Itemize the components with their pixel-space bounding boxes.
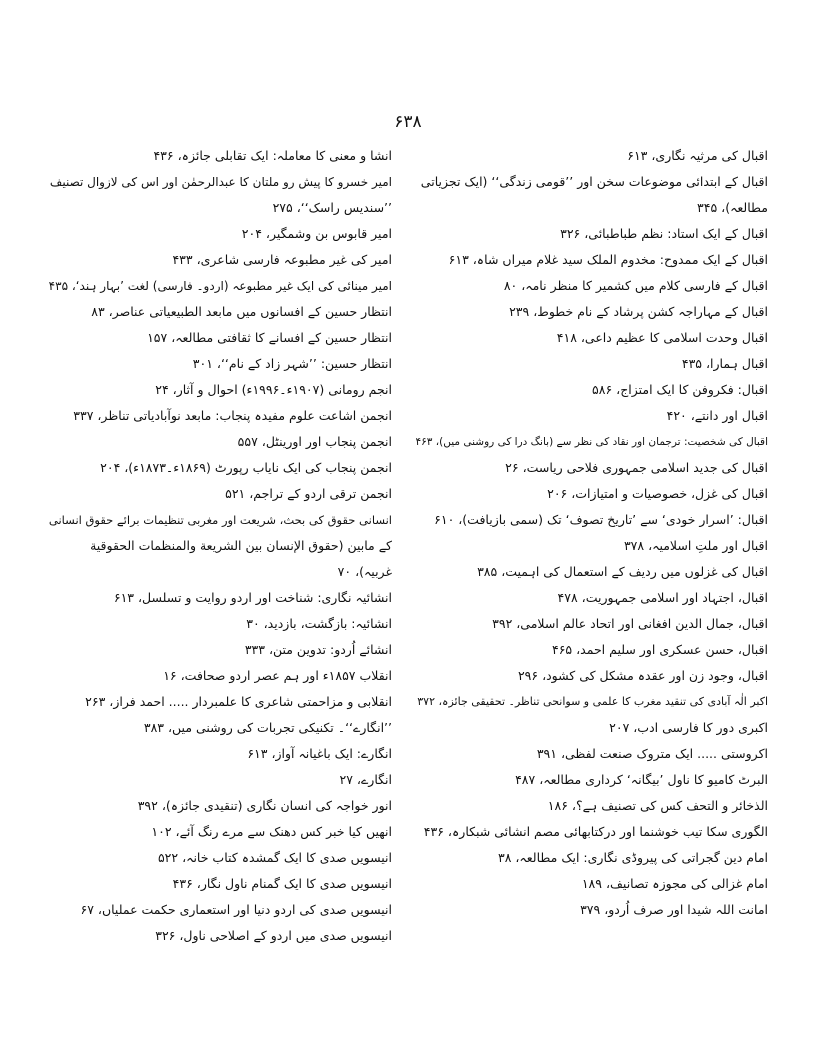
- index-entry: امیر خسرو کا پیش رو ملتان کا عبدالرحمٰن اور اس کی لازوال تصنیف: [49, 175, 392, 189]
- index-entry: اقبال: ’اسرار خودی‘ سے ’تاریخ تصوف‘ تک (سمی بازیافت)، ۶۱۰: [434, 512, 768, 527]
- index-entry: انگارے: ایک باغیانہ آواز، ۶۱۳: [247, 746, 392, 761]
- index-entry: اقبال کی شخصیت: ترجمان اور نقاد کی نظر سے (بانگ درا کی روشنی میں)، ۴۶۳: [416, 436, 768, 448]
- index-entry: انجمن پنجاب کی ایک نایاب رپورٹ (۱۸۶۹ء۔۱۸۷۳ء)، ۲۰۴: [100, 460, 392, 475]
- index-column-right: [416, 143, 768, 923]
- index-entry: اقبال کی جدید اسلامی جمہوری فلاحی ریاست، ۲۶: [505, 460, 768, 475]
- index-entry: اکبری دور کا فارسی ادب، ۲۰۷: [609, 720, 768, 735]
- index-entry: اقبال کی مرثیہ نگاری، ۶۱۳: [627, 148, 768, 163]
- index-entry: غربيہ)، ۷۰: [337, 564, 392, 579]
- index-entry: انھیں کیا خبر کس دھنک سے مرے رنگ آئے، ۱۰۲: [151, 824, 392, 839]
- index-entry: اقبال ہمارا، ۴۳۵: [681, 356, 768, 371]
- index-entry: انور خواجہ کی انسان نگاری (تنقیدی جائزہ)، ۳۹۲: [137, 798, 392, 813]
- index-entry: البرٹ کامیو کا ناول ’بیگانہ‘ کرداری مطالعہ، ۴۸۷: [515, 772, 768, 787]
- index-entry: انتظار حسین: ’’شہر زاد کے نام‘‘، ۳۰۱: [192, 356, 392, 371]
- index-entry: انسانی حقوق کی بحث، شریعت اور مغربی تنظیمات برائے حقوق انسانی: [48, 513, 392, 527]
- index-entry: انتظار حسین کے افسانوں میں مابعد الطبیعیاتی عناصر، ۸۳: [91, 304, 392, 319]
- index-entry: انقلاب ۱۸۵۷ء اور ہم عصر اردو صحافت، ۱۶: [163, 668, 392, 683]
- index-entry: اقبال اور ملتِ اسلامیہ، ۳۷۸: [623, 538, 768, 553]
- index-column-left: [40, 143, 392, 949]
- index-entry: اقبال، جمال الدین افغانی اور اتحاد عالم اسلامی، ۳۹۲: [492, 616, 768, 631]
- index-entry: ’’انگارے‘‘۔ تکنیکی تجربات کی روشنی میں، ۳۸۳: [143, 720, 392, 735]
- index-entry: ’’سندیس راسک‘‘، ۲۷۵: [272, 200, 392, 215]
- index-entry: اکبر الٰہ آبادی کی تنقید مغرب کا علمی و سوانحی تناظر۔ تحقیقی جائزہ، ۳۷۲: [417, 695, 768, 708]
- index-entry: اقبال کی غزلوں میں ردیف کے استعمال کی اہمیت، ۳۸۵: [477, 564, 768, 579]
- index-entry: کے مابین (حقوق الإنسان بين الشريعة والمنظمات الحقوقية: [90, 538, 392, 553]
- index-entry: اقبال کے مہاراجہ کشن پرشاد کے نام خطوط، ۲۳۹: [509, 304, 768, 319]
- index-entry: امانت اللہ شیدا اور صرف اُردو، ۳۷۹: [580, 902, 768, 917]
- index-entry: اقبال، اجتہاد اور اسلامی جمہوریت، ۴۷۸: [557, 590, 768, 605]
- index-entry: انقلابی و مزاحمتی شاعری کا علمبردار ..... احمد فراز، ۲۶۳: [85, 694, 392, 709]
- index-entry: امیر مینائی کی ایک غیر مطبوعہ (اردو۔ فارسی) لغت ’بہار ہند‘، ۴۳۵: [48, 279, 392, 293]
- index-entry: انیسویں صدی کا ایک گمشدہ کتاب خانہ، ۵۲۲: [157, 850, 392, 865]
- index-entry: انیسویں صدی کا ایک گمنام ناول نگار، ۴۳۶: [172, 876, 392, 891]
- index-entry: اقبال کی غزل، خصوصیات و امتیازات، ۲۰۶: [547, 486, 768, 501]
- index-entry: انشائیہ: بازگشت، بازدید، ۳۰: [246, 616, 392, 631]
- index-entry: امام دین گجراتی کی پیروڈی نگاری: ایک مطالعہ، ۳۸: [497, 850, 768, 865]
- index-entry: امیر کی غیر مطبوعہ فارسی شاعری، ۴۳۳: [172, 252, 392, 267]
- index-entry: امام غزالی کی مجوزہ تصانیف، ۱۸۹: [581, 876, 768, 891]
- index-entry: انجمن ترقی اردو کے تراجم، ۵۲۱: [225, 486, 392, 501]
- index-entry: الذخائر و التحف کس کی تصنیف ہے؟، ۱۸۶: [547, 798, 768, 813]
- index-entry: انیسویں صدی کی اردو دنیا اور استعماری حکمت عملیاں، ۶۷: [80, 902, 392, 917]
- index-entry: اقبال: فکروفن کا ایک امتزاج، ۵۸۶: [592, 382, 768, 397]
- index-entry: انشائیہ نگاری: شناخت اور اردو روایت و تسلسل، ۶۱۳: [113, 590, 392, 605]
- index-entry: انجم رومانی (۱۹۰۷ء۔۱۹۹۶ء) احوال و آثار، ۲۴: [155, 382, 392, 397]
- index-entry: اقبال اور دانتے، ۴۲۰: [666, 408, 768, 423]
- index-entry: اقبال کے فارسی کلام میں کشمیر کا منظر نامہ، ۸۰: [503, 278, 768, 293]
- index-entry: انشائے اُردو: تدوین متن، ۳۳۳: [244, 642, 392, 657]
- index-entry: الگوری سکا تیب خوشنما اور درکتابھائی مصم انشائی شبکارہ، ۴۳۶: [423, 824, 768, 839]
- index-entry: اقبال کے ایک استاد: نظم طباطبائی، ۳۲۶: [560, 226, 768, 241]
- index-entry: اقبال کے ابتدائی موضوعات سخن اور ’’قومی زندگی‘‘ (ایک تجزیاتی: [420, 174, 768, 189]
- index-entry: اکروستی ..... ایک متروک صنعت لفظی، ۳۹۱: [536, 746, 768, 761]
- index-entry: انشا و معنی کا معاملہ: ایک تقابلی جائزہ، ۴۳۶: [153, 148, 392, 163]
- index-entry: اقبال، حسن عسکری اور سلیم احمد، ۴۶۵: [552, 642, 768, 657]
- index-entry: انتظار حسین کے افسانے کا ثقافتی مطالعہ، ۱۵۷: [147, 330, 392, 345]
- index-entry: انگارے، ۲۷: [339, 772, 392, 787]
- index-entry: انجمن اشاعت علوم مفیدہ پنجاب: مابعد نوآبادیاتی تناظر، ۳۳۷: [73, 408, 392, 423]
- index-entry: انجمن پنجاب اور اورینٹل، ۵۵۷: [237, 434, 392, 449]
- index-entry: مطالعہ)، ۳۴۵: [697, 200, 768, 215]
- index-entry: اقبال کے ایک ممدوح: مخدوم الملک سید غلام میراں شاہ، ۶۱۳: [448, 252, 768, 267]
- index-entry: انیسویں صدی میں اردو کے اصلاحی ناول، ۳۲۶: [155, 928, 392, 943]
- page-number: ۶۳۸: [394, 112, 422, 132]
- index-entry: اقبال وحدت اسلامی کا عظیم داعی، ۴۱۸: [556, 330, 768, 345]
- index-entry: امیر قابوس بن وشمگیر، ۲۰۴: [241, 226, 392, 241]
- index-entry: اقبال، وجود زن اور عقدہ مشکل کی کشود، ۲۹۶: [517, 668, 768, 683]
